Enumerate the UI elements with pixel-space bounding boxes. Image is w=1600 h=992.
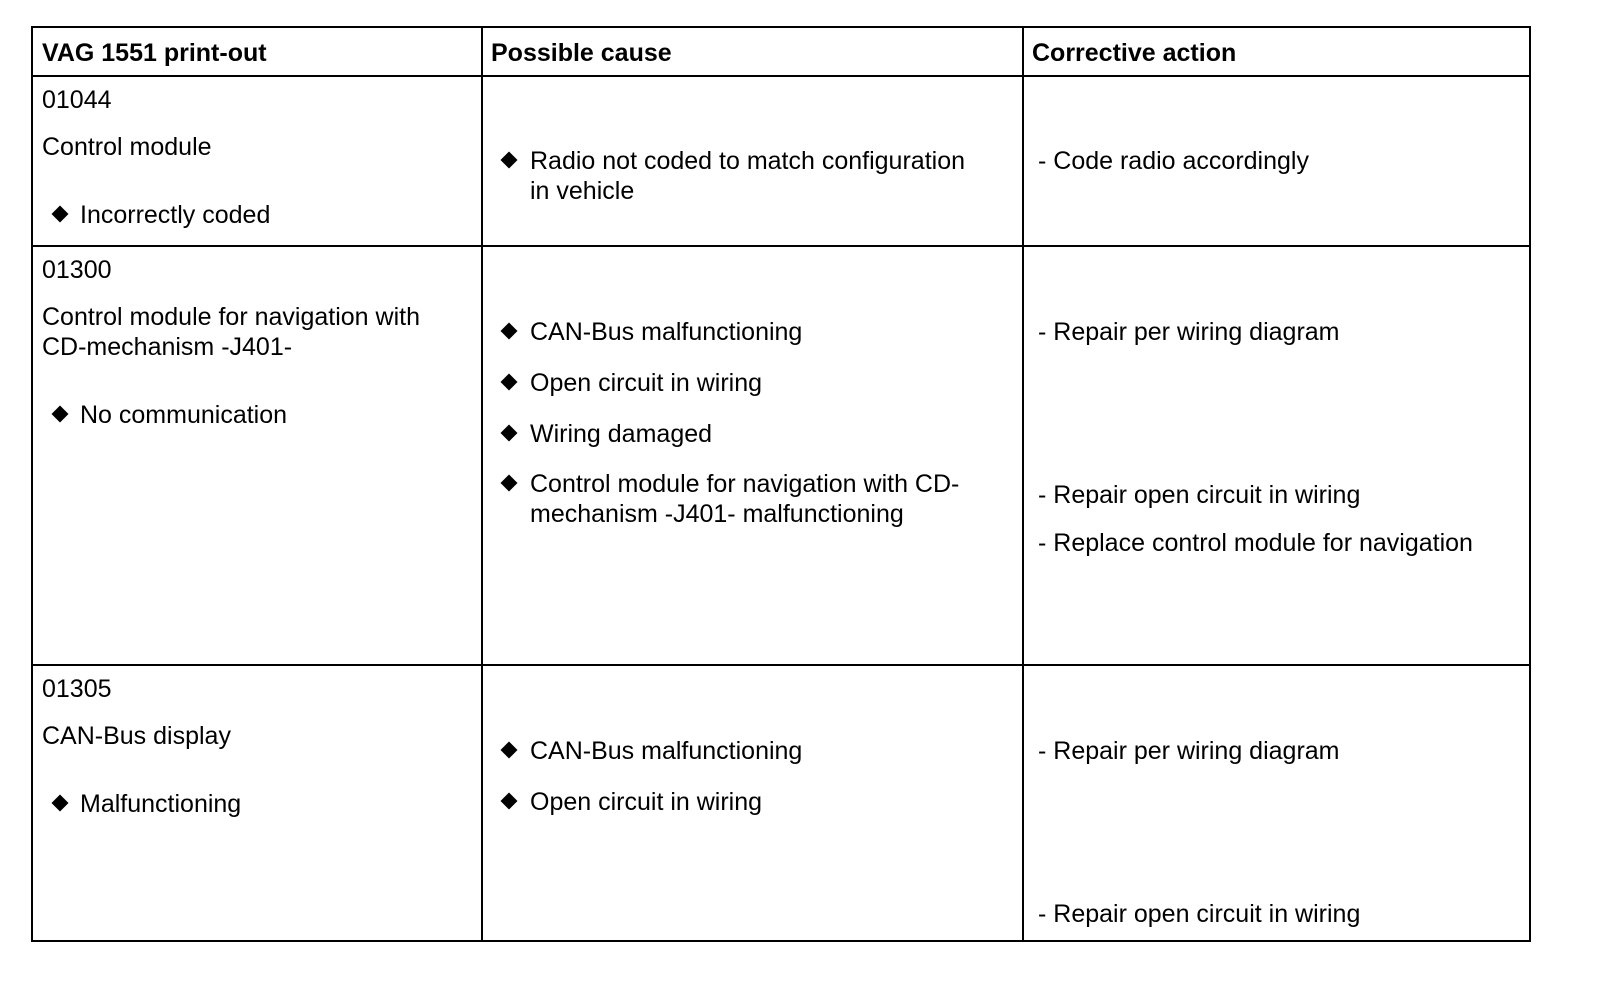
fault-code: 01044 — [42, 86, 112, 114]
fault-description: Incorrectly coded — [80, 201, 271, 229]
possible-cause: Wiring damaged — [530, 420, 713, 448]
fault-code: 01300 — [42, 256, 112, 284]
corrective-action: - Repair per wiring diagram — [1038, 737, 1340, 765]
component-name: Control module for navigation with — [42, 303, 420, 331]
bullet-diamond-icon — [501, 323, 518, 340]
fault-code: 01305 — [42, 675, 112, 703]
bullet-diamond-icon — [501, 475, 518, 492]
bullet-diamond-icon — [501, 793, 518, 810]
bullet-diamond-icon — [52, 795, 69, 812]
possible-cause-continued: in vehicle — [530, 177, 635, 205]
bullet-diamond-icon — [52, 406, 69, 423]
corrective-action: - Code radio accordingly — [1038, 147, 1309, 175]
possible-cause: Open circuit in wiring — [530, 369, 763, 397]
possible-cause: CAN-Bus malfunctioning — [530, 318, 803, 346]
possible-cause: CAN-Bus malfunctioning — [530, 737, 803, 765]
fault-code-table — [31, 26, 1531, 942]
column-divider — [481, 28, 483, 940]
possible-cause-continued: mechanism -J401- malfunctioning — [530, 500, 904, 528]
bullet-diamond-icon — [501, 742, 518, 759]
bullet-diamond-icon — [52, 206, 69, 223]
component-name-continued: CD-mechanism -J401- — [42, 333, 293, 361]
bullet-diamond-icon — [501, 425, 518, 442]
possible-cause: Radio not coded to match configuration — [530, 147, 965, 175]
row-divider — [33, 664, 1529, 666]
component-name: Control module — [42, 133, 212, 161]
row-divider — [33, 245, 1529, 247]
corrective-action: - Repair open circuit in wiring — [1038, 481, 1361, 509]
row-divider — [33, 75, 1529, 77]
component-name: CAN-Bus display — [42, 722, 231, 750]
corrective-action: - Repair per wiring diagram — [1038, 318, 1340, 346]
bullet-diamond-icon — [501, 374, 518, 391]
header-possible-cause: Possible cause — [491, 39, 672, 67]
column-divider — [1022, 28, 1024, 940]
fault-description: Malfunctioning — [80, 790, 242, 818]
corrective-action: - Repair open circuit in wiring — [1038, 900, 1361, 928]
header-corrective-action: Corrective action — [1032, 39, 1237, 67]
corrective-action: - Replace control module for navigation — [1038, 529, 1473, 557]
possible-cause: Open circuit in wiring — [530, 788, 763, 816]
header-vag-printout: VAG 1551 print-out — [42, 39, 267, 67]
possible-cause: Control module for navigation with CD- — [530, 470, 960, 498]
fault-description: No communication — [80, 401, 288, 429]
bullet-diamond-icon — [501, 152, 518, 169]
